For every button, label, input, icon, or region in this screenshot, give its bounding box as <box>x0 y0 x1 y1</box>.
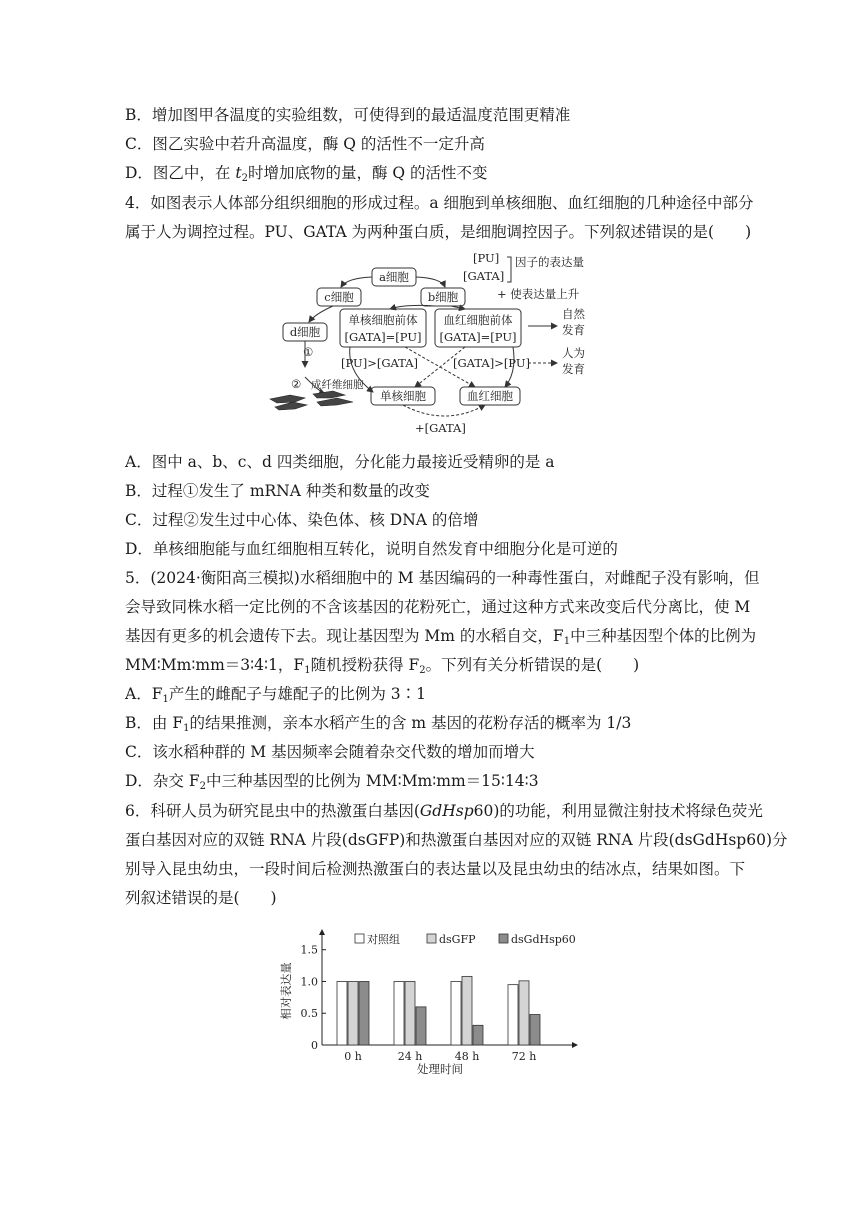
y-axis-label: 相对表达量 <box>279 962 293 1020</box>
q6-stem-line3: 别导入昆虫幼虫，一段时间后检测热激蛋白的表达量以及昆虫幼虫的结冰点，结果如图。下 <box>125 860 746 878</box>
bar-dsGdHsp60 <box>473 1025 483 1045</box>
x-tick-label: 48 h <box>454 1050 480 1063</box>
pu-gt-gata-label: [PU]>[GATA] <box>341 356 419 370</box>
a-cell-label: a细胞 <box>379 270 409 284</box>
plus-gata-label: +[GATA] <box>415 421 466 435</box>
y-axis-arrow <box>319 929 325 935</box>
legend-plus: + 使表达量上升 <box>497 287 580 301</box>
arrow-mono-to-red-gata <box>403 405 485 416</box>
q3-option-b: B．增加图甲各温度的实验组数，可使得到的最适温度范围更精准 <box>125 106 571 124</box>
cell-differentiation-diagram <box>265 252 600 440</box>
bar-dsGdHsp60 <box>359 981 369 1045</box>
q5-option-b: B．由 $F_1$的结果推测，亲本水稻产生的含 m 基因的花粉存活的概率为 1/3 <box>125 714 632 734</box>
legend-artificial-1: 人为 <box>562 346 585 360</box>
q6-stem-line1: 6．科研人员为研究昆虫中的热激蛋白基因(GdHsp60)的功能，利用显微注射技术将绿色荧光 <box>125 802 763 820</box>
q6-stem-line4: 列叙述错误的是( ) <box>125 889 277 907</box>
bar-dsGdHsp60 <box>416 1007 426 1045</box>
bar-dsGdHsp60 <box>530 1015 540 1045</box>
d-cell-label: d细胞 <box>289 325 321 339</box>
bar-对照组 <box>337 981 347 1045</box>
step-2-label: ② <box>291 377 302 391</box>
bar-dsGFP <box>519 981 529 1045</box>
bar-dsGFP <box>405 981 415 1045</box>
arrow-c-to-d <box>309 306 333 322</box>
q3-option-c: C．图乙实验中若升高温度，酶 Q 的活性不一定升高 <box>125 135 485 153</box>
mono-precursor-eq: [GATA]=[PU] <box>344 330 422 344</box>
q3-option-d: D．图乙中，在 $t_2$时增加底物的量，酶 Q 的活性不变 <box>125 164 488 184</box>
mono-cell-label: 单核细胞 <box>380 389 426 403</box>
x-axis-arrow <box>572 1042 578 1048</box>
q5-stem-line3: 基因有更多的机会遗传下去。现让基因型为 Mm 的水稻自交，$F_1$中三种基因型个体的比例为 <box>125 627 757 647</box>
red-precursor-label: 血红细胞前体 <box>443 313 513 327</box>
legend-bracket <box>507 257 511 282</box>
legend-natural-2: 发育 <box>562 323 585 337</box>
fibroblast-label: 成纤维细胞 <box>311 379 364 391</box>
bar-dsGFP <box>462 976 472 1045</box>
red-cell-label: 血红细胞 <box>467 389 513 403</box>
legend-swatch <box>427 934 436 943</box>
y-tick-label: 1.0 <box>300 975 318 989</box>
mono-precursor-label: 单核细胞前体 <box>348 313 418 327</box>
bar-对照组 <box>394 981 404 1045</box>
q4-stem-line2: 属于人为调控过程。PU、GATA 为两种蛋白质，是细胞调控因子。下列叙述错误的是( ) <box>125 223 752 241</box>
legend-swatch <box>499 934 508 943</box>
legend-artificial-2: 发育 <box>562 362 585 376</box>
x-tick-label: 72 h <box>511 1050 537 1063</box>
x-tick-label: 0 h <box>344 1050 362 1063</box>
legend-label: 对照组 <box>367 933 400 946</box>
q5-option-a: A．$F_1$产生的雌配子与雄配子的比例为 3∶1 <box>125 685 426 705</box>
x-axis-label: 处理时间 <box>417 1062 463 1076</box>
legend-gata: [GATA] <box>463 269 505 283</box>
legend-factor: 因子的表达量 <box>515 255 584 269</box>
step-1-label: ① <box>303 345 314 359</box>
q6-stem-line2: 蛋白基因对应的双链 RNA 片段(dsGFP)和热激蛋白基因对应的双链 RNA 片段(dsGdHsp60)分 <box>125 831 788 849</box>
legend-swatch <box>355 934 364 943</box>
q4-option-a: A．图中 a、b、c、d 四类细胞，分化能力最接近受精卵的是 a <box>125 453 555 471</box>
q4-option-c: C．过程②发生过中心体、染色体、核 DNA 的倍增 <box>125 511 479 529</box>
x-tick-label: 24 h <box>397 1050 423 1063</box>
bar-dsGFP <box>348 981 358 1045</box>
q4-option-d: D．单核细胞能与血红细胞相互转化，说明自然发育中细胞分化是可逆的 <box>125 540 618 558</box>
q5-option-d: D．杂交 $F_2$中三种基因型的比例为 MM∶Mm∶mm＝15∶14∶3 <box>125 772 539 792</box>
y-tick-label: 0 <box>311 1039 318 1052</box>
heat-shock-expression-chart <box>270 925 590 1077</box>
arrow-b-to-mono-pre <box>390 305 435 309</box>
gata-gt-pu-label: [GATA]>[PU] <box>453 356 531 370</box>
red-precursor-eq: [GATA]=[PU] <box>439 330 517 344</box>
bar-对照组 <box>451 981 461 1045</box>
bar-对照组 <box>508 985 518 1045</box>
legend-label: dsGdHsp60 <box>511 933 576 946</box>
y-tick-label: 0.5 <box>300 1007 318 1021</box>
arrow-a-to-b <box>416 277 445 287</box>
y-tick-label: 1.5 <box>300 943 318 957</box>
q4-option-b: B．过程①发生了 mRNA 种类和数量的改变 <box>125 482 430 500</box>
arrow-a-to-c <box>341 277 372 287</box>
c-cell-label: c细胞 <box>324 290 354 304</box>
q5-stem-line2: 会导致同株水稻一定比例的不含该基因的花粉死亡，通过这种方式来改变后代分离比，使 M <box>125 598 751 616</box>
legend-natural-1: 自然 <box>562 307 585 321</box>
q5-stem-line4: MM∶Mm∶mm＝3∶4∶1，$F_1$随机授粉获得 $F_2$。下列有关分析错误的是( ) <box>125 656 640 676</box>
q5-option-c: C．该水稻种群的 M 基因频率会随着杂交代数的增加而增大 <box>125 743 535 761</box>
legend-label: dsGFP <box>439 933 476 946</box>
q5-stem-line1: 5．(2024·衡阳高三模拟)水稻细胞中的 M 基因编码的一种毒性蛋白，对雌配子没有影响，但 <box>125 569 760 587</box>
fibroblast-cells-icon <box>270 391 353 410</box>
q4-stem-line1: 4．如图表示人体部分组织细胞的形成过程。a 细胞到单核细胞、血红细胞的几种途径中部分 <box>125 194 754 212</box>
legend-pu: [PU] <box>473 252 500 265</box>
b-cell-label: b细胞 <box>427 290 459 304</box>
